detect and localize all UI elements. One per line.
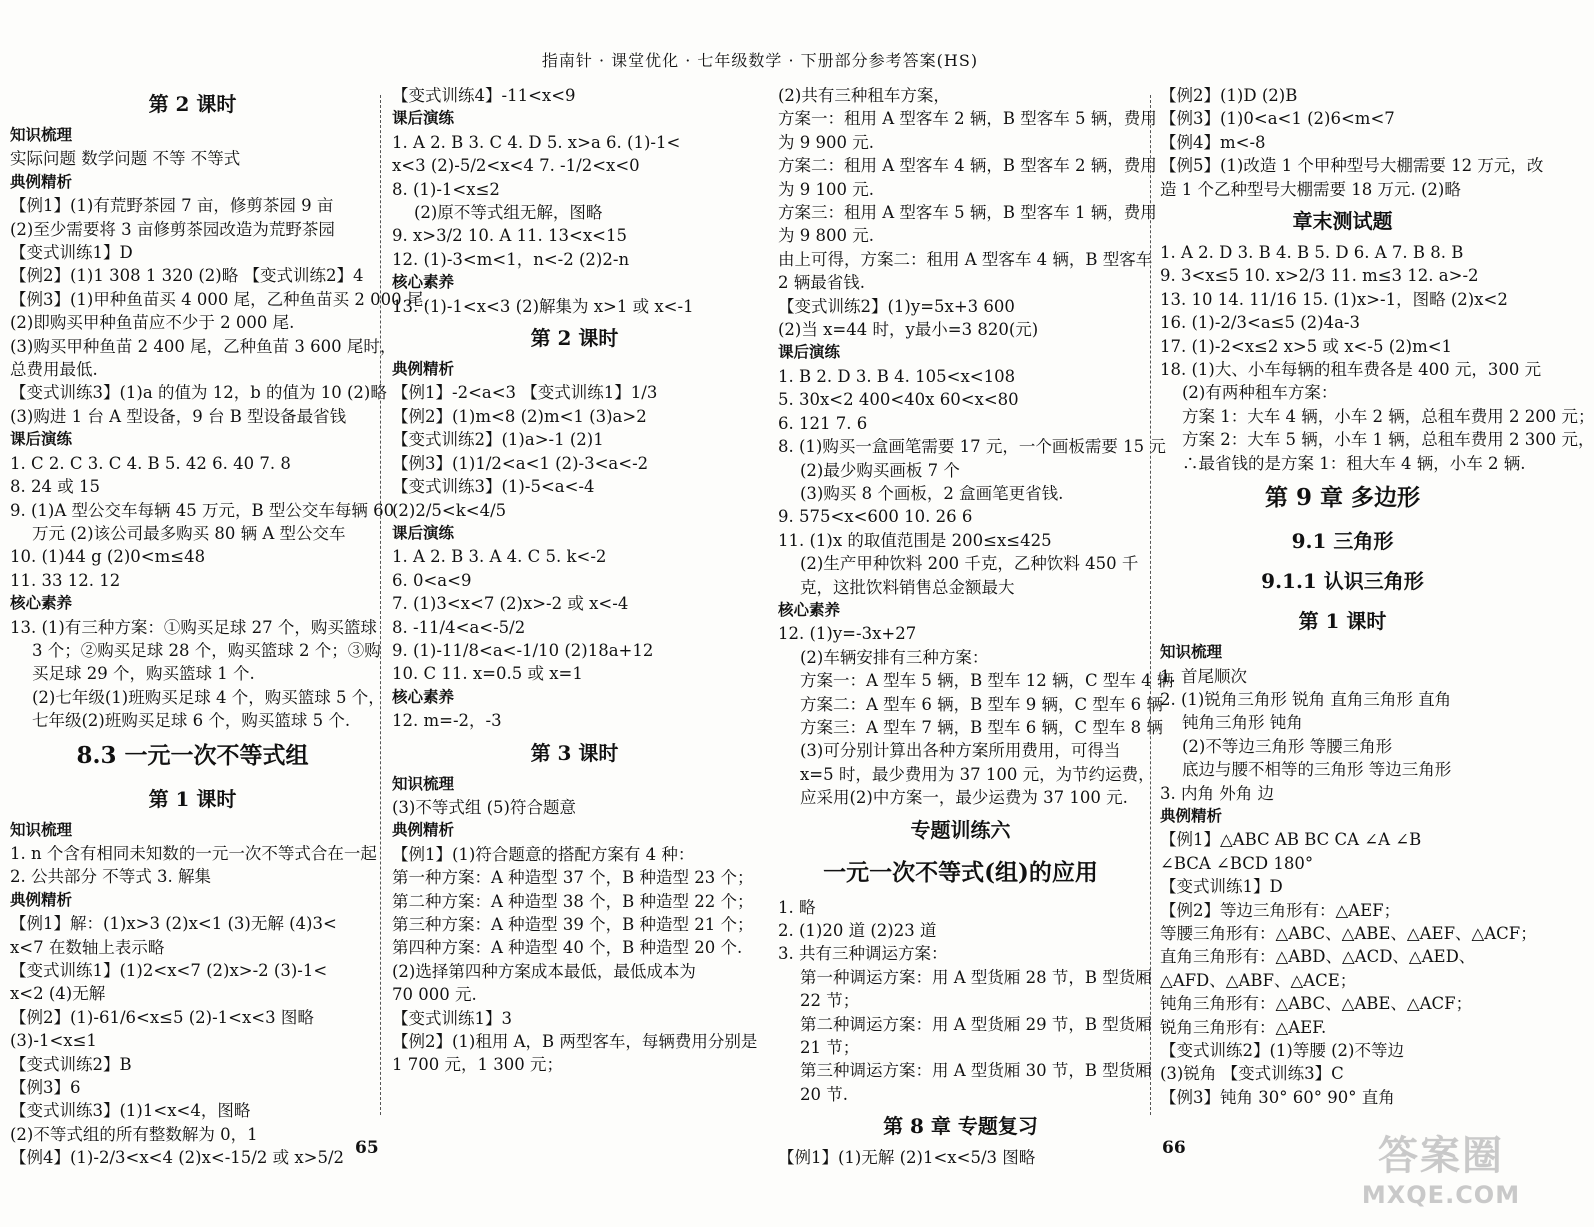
answer-line: 11. (1)x 的取值范围是 200≤x≤425 [778, 530, 1052, 550]
answer-line: 13. (1)-1<x<3 (2)解集为 x>1 或 x<-1 [392, 296, 694, 316]
answer-line: 8. (1)-1<x≤2 [392, 179, 500, 199]
answer-line: 直角三角形有：△ABD、△ACD、△AED、 [1160, 947, 1476, 967]
answer-line: (3)-1<x≤1 [10, 1031, 97, 1051]
subsection-label: 课后演练 [392, 523, 455, 542]
section-heading: 第 1 课时 [1298, 609, 1387, 634]
section-heading: 第 2 课时 [148, 92, 237, 116]
answer-line: (3)锐角 【变式训练3】C [1160, 1064, 1344, 1084]
answer-line: x<2 (4)无解 [10, 984, 106, 1004]
answer-line: 克，这批饮料销售总金额最大 [800, 577, 1015, 597]
answer-line: 方案三：租用 A 型客车 5 辆，B 型客车 1 辆，费用 [778, 203, 1157, 223]
answer-line: 18. (1)大、小车每辆的租车费各是 400 元，300 元 [1160, 360, 1542, 380]
answer-line: 【变式训练3】(1)a 的值为 12，b 的值为 10 (2)略 [10, 383, 387, 403]
answer-line: 【变式训练3】(1)1<x<4，图略 [10, 1101, 251, 1121]
answer-line: x<7 在数轴上表示略 [10, 937, 165, 957]
answer-line: 1 700 元，1 300 元； [392, 1055, 563, 1075]
answer-column-1 [10, 84, 429, 1170]
answer-line: 方案 1：大车 4 辆，小车 2 辆，总租车费用 2 200 元； [1182, 406, 1594, 426]
answer-line: 20 节. [800, 1084, 848, 1104]
answer-line: 方案三：A 型车 7 辆，B 型车 6 辆，C 型车 8 辆 [800, 717, 1163, 737]
subsection-label: 典例精析 [392, 360, 455, 379]
answer-line: 等腰三角形有：△ABC、△ABE、△AEF、△ACF； [1160, 923, 1537, 943]
answer-line: (2)共有三种租车方案， [778, 86, 950, 105]
section-heading: 一元一次不等式(组)的应用 [823, 858, 1098, 886]
answer-line: 【变式训练2】(1)a>-1 (2)1 [392, 430, 604, 450]
answer-line: 第二种方案：A 种造型 38 个，B 种造型 22 个； [392, 891, 754, 911]
subsection-label: 课后演练 [778, 343, 841, 362]
answer-line: 【例1】(1)有荒野茶园 7 亩，修剪茶园 9 亩 [10, 196, 334, 216]
section-heading: 9.1.1 认识三角形 [1261, 569, 1424, 594]
answer-line: ∴最省钱的是方案 1：租大车 4 辆，小车 2 辆. [1182, 453, 1526, 473]
answer-line: 12. (1)-3<m<1，n<-2 (2)2-n [392, 249, 630, 269]
watermark-url: MXQE.COM [1361, 1181, 1521, 1209]
answer-line: (2)选择第四种方案成本最低，最低成本为 [392, 961, 696, 981]
answer-line: 【例4】(1)-2/3<x<4 (2)x<-15/2 或 x>5/2 [10, 1148, 345, 1168]
answer-line: (2)即购买甲种鱼苗应不少于 2 000 尾. [10, 313, 295, 333]
answer-line: 【例5】(1)改造 1 个甲种型号大棚需要 12 万元，改 [1160, 156, 1544, 176]
answer-line: 第四种方案：A 种造型 40 个，B 种造型 20 个. [392, 938, 743, 958]
watermark-logo: 答案圈 [1378, 1133, 1504, 1179]
answer-line: 10. C 11. x=0.5 或 x=1 [392, 664, 583, 684]
answer-line: (2)至少需要将 3 亩修剪茶园改造为荒野茶园 [10, 219, 335, 239]
answer-line: 1. C 2. C 3. C 4. B 5. 42 6. 40 7. 8 [10, 453, 291, 473]
subsection-label: 典例精析 [10, 172, 73, 191]
answer-line: 3. 共有三种调运方案： [778, 944, 948, 964]
answer-line: 9. 575<x<600 10. 26 6 [778, 507, 973, 527]
page-header: 指南针 · 课堂优化 · 七年级数学 · 下册部分参考答案(HS) [541, 51, 979, 70]
answer-line: 【例2】等边三角形有：△AEF； [1160, 900, 1401, 920]
answer-line: 为 9 800 元. [778, 226, 874, 246]
answer-line: 21 节； [800, 1038, 860, 1058]
subsection-label: 典例精析 [10, 890, 73, 909]
answer-line: 8. 24 或 15 [10, 477, 100, 497]
answer-line: 造 1 个乙种型号大棚需要 18 万元. (2)略 [1160, 179, 1461, 199]
answer-line: (3)购买 8 个画板，2 盒画笔更省钱. [800, 483, 1064, 503]
subsection-label: 知识梳理 [1160, 643, 1223, 662]
answer-line: 13. (1)有三种方案：①购买足球 27 个，购买篮球 [10, 617, 377, 637]
answer-line: 【例3】(1)0<a<1 (2)6<m<7 [1160, 109, 1395, 129]
answer-line: 1. 首尾顺次 [1160, 666, 1247, 686]
subsection-label: 知识梳理 [10, 126, 73, 144]
subsection-label: 核心素养 [392, 687, 455, 706]
answer-line: 万元 (2)该公司最多购买 80 辆 A 型公交车 [32, 523, 346, 543]
page-number-left: 65 [355, 1138, 379, 1158]
answer-line: 2. 公共部分 不等式 3. 解集 [10, 867, 211, 887]
answer-line: 2. (1)锐角三角形 锐角 直角三角形 直角 [1160, 689, 1452, 709]
answer-line: 【例1】解：(1)x>3 (2)x<1 (3)无解 (4)3< [10, 914, 337, 934]
answer-line: x<3 (2)-5/2<x<4 7. -1/2<x<0 [392, 156, 640, 176]
answer-line: (2)2/5<k<4/5 [392, 500, 507, 520]
answer-column-2 [392, 84, 757, 1077]
subsection-label: 典例精析 [1160, 806, 1223, 825]
answer-line: 3. 内角 外角 边 [1160, 783, 1274, 803]
answer-line: 9. (1)-11/8<a<-1/10 (2)18a+12 [392, 640, 654, 660]
page-number-right: 66 [1162, 1138, 1186, 1158]
subsection-label: 典例精析 [392, 821, 455, 840]
answer-line: 为 9 100 元. [778, 179, 874, 199]
subsection-label: 课后演练 [10, 430, 73, 449]
answer-line: 【例3】(1)甲种鱼苗买 4 000 尾，乙种鱼苗买 2 000 尾. [10, 289, 429, 309]
answer-line: 2 辆最省钱. [778, 273, 865, 293]
answer-line: 为 9 900 元. [778, 132, 874, 152]
answer-line: 【例1】(1)无解 (2)1<x<5/3 图略 [778, 1148, 1036, 1168]
answer-line: 【变式训练2】(1)y=5x+3 600 [778, 296, 1015, 316]
answer-line: 【变式训练4】-11<x<9 [392, 86, 576, 105]
answer-line: (2)最少购买画板 7 个 [800, 460, 960, 480]
answer-line: 【变式训练2】(1)等腰 (2)不等边 [1160, 1041, 1404, 1060]
answer-column-4 [1160, 84, 1594, 1109]
answer-line: 9. (1)A 型公交车每辆 45 万元，B 型公交车每辆 60 [10, 500, 395, 520]
answer-line: 方案 2：大车 5 辆，小车 1 辆，总租车费用 2 300 元， [1182, 430, 1594, 450]
answer-line: 钝角三角形 钝角 [1182, 713, 1303, 733]
answer-line: 【例2】(1)租用 A，B 两型客车，每辆费用分别是 [392, 1032, 758, 1052]
answer-line: 8. -11/4<a<-5/2 [392, 617, 526, 637]
answer-line: 1. A 2. D 3. B 4. B 5. D 6. A 7. B 8. B [1160, 243, 1464, 263]
answer-line: 【变式训练1】D [1160, 877, 1283, 897]
answer-line: 由上可得，方案二：租用 A 型客车 4 辆，B 型客车 [778, 249, 1153, 269]
answer-line: 第三种调运方案：用 A 型货厢 30 节，B 型货厢 [800, 1061, 1152, 1081]
answer-line: 第三种方案：A 种造型 39 个，B 种造型 21 个； [392, 915, 754, 934]
answer-line: 【例2】(1)1 308 1 320 (2)略 【变式训练2】4 [10, 266, 364, 286]
answer-line: 1. 略 [778, 897, 816, 917]
answer-line: 【变式训练3】(1)-5<a<-4 [392, 477, 595, 497]
answer-line: 方案二：A 型车 6 辆，B 型车 9 辆，C 型车 6 辆 [800, 694, 1163, 714]
answer-line: 总费用最低. [10, 360, 98, 380]
section-heading: 9.1 三角形 [1291, 529, 1394, 554]
subsection-label: 知识梳理 [392, 774, 455, 793]
answer-line: 【例1】-2<a<3 【变式训练1】1/3 [392, 383, 658, 403]
answer-line: 11. 33 12. 12 [10, 570, 121, 590]
answer-line: 实际问题 数学问题 不等 不等式 [10, 149, 241, 169]
answer-line: (3)不等式组 (5)符合题意 [392, 797, 576, 817]
answer-line: 七年级(2)班购买足球 6 个，购买篮球 5 个. [32, 711, 351, 731]
answer-line: 买足球 29 个，购买篮球 1 个. [32, 664, 255, 684]
answer-line: 1. A 2. B 3. A 4. C 5. k<-2 [392, 547, 607, 567]
answer-line: 【变式训练1】3 [392, 1008, 512, 1028]
answer-line: 【例1】△ABC AB BC CA ∠A ∠B [1160, 830, 1422, 850]
answer-line: 方案一：A 型车 5 辆，B 型车 12 辆，C 型车 4 辆 [800, 671, 1174, 691]
subsection-label: 核心素养 [778, 600, 841, 619]
answer-line: 【例4】m<-8 [1160, 132, 1266, 152]
answer-line: △AFD、△ABF、△ACE； [1160, 970, 1357, 990]
answer-line: 【例2】(1)-61/6<x≤5 (2)-1<x<3 图略 [10, 1007, 314, 1027]
answer-line: 第二种调运方案：用 A 型货厢 29 节，B 型货厢 [800, 1014, 1152, 1034]
subsection-label: 核心素养 [10, 594, 73, 613]
answer-line: (2)原不等式组无解，图略 [414, 203, 603, 223]
answer-line: (3)购买甲种鱼苗 2 400 尾，乙种鱼苗 3 600 尾时， [10, 336, 397, 356]
answer-line: (2)有两种租车方案： [1182, 383, 1338, 403]
answer-line: 12. (1)y=-3x+27 [778, 624, 917, 644]
answer-line: (2)七年级(1)班购买足球 4 个，购买篮球 5 个， [32, 687, 385, 707]
answer-line: 【变式训练2】B [10, 1054, 132, 1074]
answer-line: 【变式训练1】D [10, 243, 133, 263]
subsection-label: 核心素养 [392, 273, 455, 292]
answer-line: 应采用(2)中方案一，最少运费为 37 100 元. [800, 788, 1128, 808]
answer-line: 9. 3<x≤5 10. x>2/3 11. m≤3 12. a>-2 [1160, 266, 1479, 286]
answer-line: 12. m=-2，-3 [392, 711, 502, 731]
section-heading: 第 2 课时 [530, 326, 619, 351]
answer-line: (3)购进 1 台 A 型设备，9 台 B 型设备最省钱 [10, 406, 347, 426]
answer-line: 钝角三角形有：△ABC、△ABE、△ACF； [1160, 994, 1473, 1014]
answer-line: 第一种方案：A 种造型 37 个，B 种造型 23 个； [392, 868, 754, 888]
answer-line: 第一种调运方案：用 A 型货厢 28 节，B 型货厢 [800, 967, 1152, 987]
answer-line: 6. 0<a<9 [392, 570, 472, 590]
answer-line: ∠BCA ∠BCD 180° [1160, 853, 1314, 873]
answer-line: (2)车辆安排有三种方案： [800, 647, 989, 667]
answer-line: 16. (1)-2/3<a≤5 (2)4a-3 [1160, 313, 1360, 333]
section-heading: 专题训练六 [910, 817, 1011, 842]
answer-line: 9. x>3/2 10. A 11. 13<x<15 [392, 226, 627, 246]
answer-line: 13. 10 14. 11/16 15. (1)x>-1，图略 (2)x<2 [1160, 289, 1508, 309]
subsection-label: 知识梳理 [10, 820, 73, 839]
answer-line: 1. A 2. B 3. C 4. D 5. x>a 6. (1)-1< [392, 132, 681, 152]
answer-line: 5. 30x<2 400<40x 60<x<80 [778, 390, 1019, 410]
answer-line: (2)生产甲种饮料 200 千克，乙种饮料 450 千 [800, 554, 1139, 574]
watermark [1356, 1131, 1526, 1221]
section-heading: 第 3 课时 [530, 740, 619, 765]
answer-line: 70 000 元. [392, 985, 477, 1005]
answer-line: 1. n 个含有相同未知数的一元一次不等式合在一起 [10, 843, 377, 863]
answer-line: 底边与腰不相等的三角形 等边三角形 [1182, 760, 1452, 780]
answer-line: 8. (1)购买一盒画笔需要 17 元，一个画板需要 15 元 [778, 437, 1166, 457]
answer-line: 【例2】(1)D (2)B [1160, 86, 1298, 105]
answer-line: 22 节； [800, 991, 860, 1011]
answer-line: 【例1】(1)符合题意的搭配方案有 4 种： [392, 844, 695, 864]
answer-line: (2)当 x=44 时，y最小=3 820(元) [778, 320, 1039, 340]
answer-line: 方案二：租用 A 型客车 4 辆，B 型客车 2 辆，费用 [778, 156, 1157, 176]
section-heading: 第 8 章 专题复习 [883, 1114, 1038, 1139]
answer-column-3 [778, 84, 1174, 1170]
answer-line: 【例3】(1)1/2<a<1 (2)-3<a<-2 [392, 453, 649, 473]
answer-line: 2. (1)20 道 (2)23 道 [778, 921, 937, 940]
answer-line: 17. (1)-2<x≤2 x>5 或 x<-5 (2)m<1 [1160, 336, 1453, 356]
answer-line: 锐角三角形有：△AEF. [1160, 1017, 1327, 1037]
answer-line: (3)可分别计算出各种方案所用费用，可得当 [800, 741, 1121, 761]
section-heading: 章末测试题 [1292, 209, 1393, 234]
answer-line: 3 个；②购买足球 28 个，购买篮球 2 个；③购 [32, 640, 381, 660]
answer-line: 【例2】(1)m<8 (2)m<1 (3)a>2 [392, 406, 647, 426]
answer-line: (2)不等边三角形 等腰三角形 [1182, 736, 1393, 756]
answer-line: 10. (1)44 g (2)0<m≤48 [10, 547, 206, 567]
answer-line: 方案一：租用 A 型客车 2 辆，B 型客车 5 辆，费用 [778, 109, 1157, 129]
column-divider [380, 95, 381, 1115]
section-heading: 第 9 章 多边形 [1264, 484, 1421, 512]
answer-line: 1. B 2. D 3. B 4. 105<x<108 [778, 366, 1016, 386]
answer-line: 7. (1)3<x<7 (2)x>-2 或 x<-4 [392, 594, 629, 614]
subsection-label: 课后演练 [392, 109, 455, 128]
column-divider [1150, 95, 1151, 1115]
answer-line: x=5 时，最少费用为 37 100 元，为节约运费， [800, 764, 1155, 784]
section-heading: 第 1 课时 [148, 786, 237, 811]
answer-line: 【变式训练1】(1)2<x<7 (2)x>-2 (3)-1< [10, 961, 328, 980]
section-heading: 8.3 一元一次不等式组 [76, 741, 309, 769]
answer-line: 【例3】6 [10, 1078, 81, 1098]
answer-line: 6. 121 7. 6 [778, 413, 868, 433]
answer-line: 【例3】钝角 30° 60° 90° 直角 [1160, 1087, 1395, 1107]
answer-line: (2)不等式组的所有整数解为 0，1 [10, 1124, 258, 1144]
